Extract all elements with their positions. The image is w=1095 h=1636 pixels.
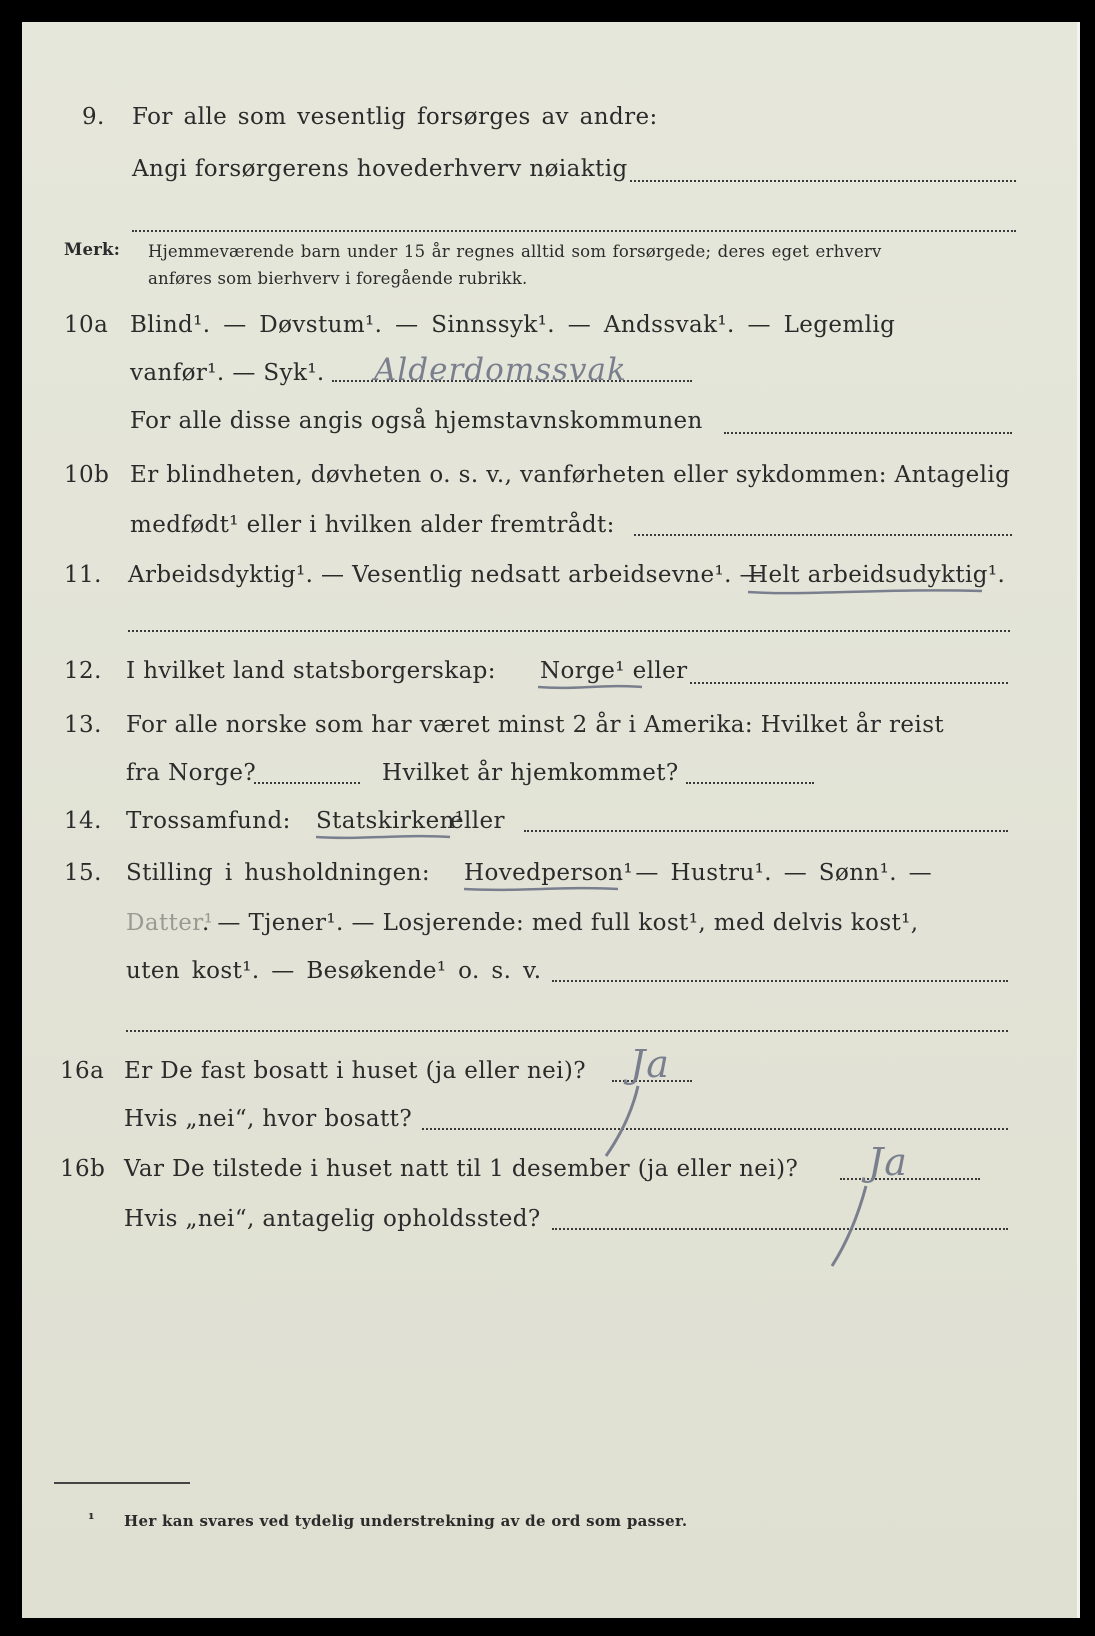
q14-answer-line[interactable] <box>524 830 1008 832</box>
q9-answer-line-2[interactable] <box>132 230 1016 232</box>
q16b-line1: Var De tilstede i huset natt til 1 desember (ja eller nei)? <box>124 1156 799 1182</box>
q11-text-b: Helt arbeidsudyktig¹. <box>748 562 1006 588</box>
q16a-handwritten-answer: Ja <box>630 1042 670 1086</box>
q14-text-c: eller <box>450 808 505 834</box>
q12-answer-line[interactable] <box>690 682 1008 684</box>
q16b-answer-line[interactable] <box>840 1178 980 1180</box>
q16b-handwritten-dash <box>822 1182 882 1272</box>
q16a-number: 16a <box>60 1058 105 1084</box>
q12-text-a: I hvilket land statsborgerskap: <box>126 658 496 684</box>
footnote-rule <box>54 1482 190 1484</box>
q15-line1c: . — Hustru¹. — Sønn¹. — <box>616 860 933 886</box>
q13-reist-answer-line[interactable] <box>254 782 360 784</box>
q15-line2a: Datter¹ <box>126 910 214 936</box>
q11-text-a: Arbeidsdyktig¹. — Vesentlig nedsatt arbeidsevne¹. — <box>128 562 763 588</box>
q15-answer-line-2[interactable] <box>126 1030 1008 1032</box>
q10a-handwritten-answer: Alderdomssvak <box>374 352 627 388</box>
q16a-line1: Er De fast bosatt i huset (ja eller nei)? <box>124 1058 587 1084</box>
merk-line1: Hjemmeværende barn under 15 år regnes alltid som forsørgede; deres eget erhverv <box>148 242 882 261</box>
q10a-line2: vanfør¹. — Syk¹. <box>130 360 325 386</box>
q10b-line1: Er blindheten, døvheten o. s. v., vanførheten eller sykdommen: Antagelig <box>130 462 1011 488</box>
q13-line1: For alle norske som har været minst 2 år i Amerika: Hvilket år reist <box>126 712 945 738</box>
q15-answer-line[interactable] <box>552 980 1008 982</box>
q10b-line2: medfødt¹ eller i hvilken alder fremtrådt: <box>130 512 615 538</box>
q9-number: 9. <box>82 104 105 130</box>
q15-line2b: . — Tjener¹. — Losjerende: med full kost¹, med delvis kost¹, <box>202 910 919 936</box>
q10a-line1: Blind¹. — Døvstum¹. — Sinnssyk¹. — Andssvak¹. — Legemlig <box>130 312 896 338</box>
q15-line1b: Hovedperson¹ <box>464 860 634 886</box>
q16a-line2: Hvis „nei“, hvor bosatt? <box>124 1106 413 1132</box>
merk-label: Merk: <box>64 240 120 259</box>
q12-handwritten-underline <box>536 682 646 694</box>
q10b-number: 10b <box>64 462 110 488</box>
q12-number: 12. <box>64 658 102 684</box>
q15-handwritten-underline <box>462 884 622 896</box>
q16b-line2: Hvis „nei“, antagelig opholdssted? <box>124 1206 541 1232</box>
census-form-sheet <box>22 22 1080 1618</box>
q10a-number: 10a <box>64 312 109 338</box>
q10a-line3: For alle disse angis også hjemstavnskommunen <box>130 408 703 434</box>
q16b-opholdssted-answer-line[interactable] <box>552 1228 1008 1230</box>
q11-answer-line[interactable] <box>128 630 1010 632</box>
q14-text-b: Statskirken¹ <box>316 808 465 834</box>
q10b-answer-line[interactable] <box>634 534 1012 536</box>
q16b-number: 16b <box>60 1156 106 1182</box>
footnote-text: Her kan svares ved tydelig understrekning av de ord som passer. <box>124 1512 688 1530</box>
q16a-handwritten-dash <box>598 1082 658 1162</box>
footnote-mark: ¹ <box>88 1510 95 1528</box>
q14-handwritten-underline <box>314 832 454 844</box>
q9-line1: For alle som vesentlig forsørges av andre: <box>132 104 658 130</box>
q13-hjemkommet-answer-line[interactable] <box>686 782 814 784</box>
q15-number: 15. <box>64 860 102 886</box>
q15-line3: uten kost¹. — Besøkende¹ o. s. v. <box>126 958 542 984</box>
q9-line2: Angi forsørgerens hovederhverv nøiaktig <box>132 156 628 182</box>
merk-line2: anføres som bierhverv i foregående rubrikk. <box>148 269 528 288</box>
q16a-bosatt-answer-line[interactable] <box>422 1128 1008 1130</box>
q13-line2a: fra Norge? <box>126 760 257 786</box>
q13-number: 13. <box>64 712 102 738</box>
q15-line1a: Stilling i husholdningen: <box>126 860 430 886</box>
q14-number: 14. <box>64 808 102 834</box>
q16b-handwritten-answer: Ja <box>868 1140 908 1184</box>
q14-text-a: Trossamfund: <box>126 808 291 834</box>
q12-text-b: Norge¹ eller <box>540 658 688 684</box>
q11-handwritten-underline <box>746 586 986 600</box>
q10a-hjemstavn-line[interactable] <box>724 432 1012 434</box>
q11-number: 11. <box>64 562 102 588</box>
q13-line2b: Hvilket år hjemkommet? <box>382 760 679 786</box>
q9-answer-line[interactable] <box>630 180 1016 182</box>
